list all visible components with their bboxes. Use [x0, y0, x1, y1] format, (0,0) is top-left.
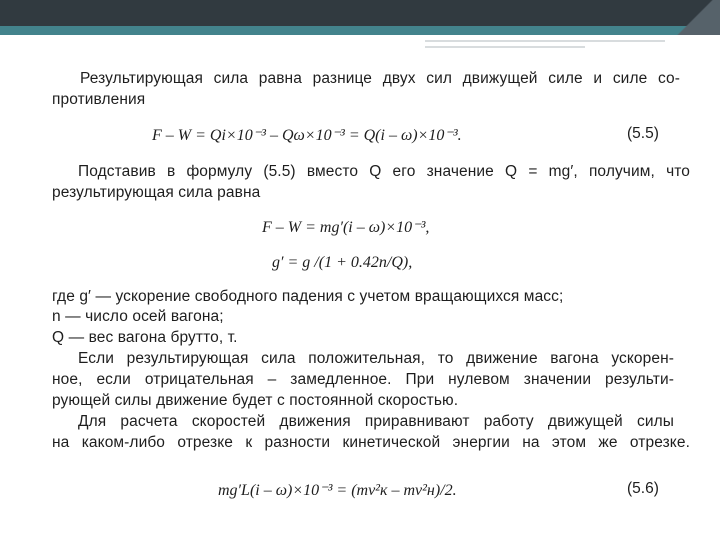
formula-resultant: F – W = mg′(i – ω)×10⁻³, [262, 219, 430, 236]
paragraph-line: рующей силы движение будет с постоянной скоростью. [52, 392, 459, 409]
paragraph-line: Для расчета скоростей движения приравнивают работу движущей силы [78, 413, 674, 430]
paragraph-line: результирующая сила равна [52, 184, 261, 201]
decorative-line [425, 46, 585, 48]
paragraph-line: Если результирующая сила положительная, то движение вагона ускорен- [78, 350, 674, 367]
paragraph-line: Результирующая сила равна разнице двух сил движущей силе и силе со- [80, 70, 680, 87]
formula-5-5: F – W = Qi×10⁻³ – Qω×10⁻³ = Q(i – ω)×10⁻³. [152, 127, 462, 144]
formula-g-prime: g′ = g /(1 + 0.42n/Q), [272, 254, 413, 271]
paragraph-line: на каком-либо отрезке к разности кинетической энергии на этом же отрезке. [52, 434, 690, 451]
slide-header-bar [0, 0, 720, 26]
paragraph-line: ное, если отрицательная – замедленное. При нулевом значении результи- [52, 371, 674, 388]
definition-line: Q — вес вагона брутто, т. [52, 329, 238, 346]
decorative-line [425, 40, 665, 42]
paragraph-line: противления [52, 91, 146, 108]
definition-line: где g′ — ускорение свободного падения с учетом вращающихся масс; [52, 288, 564, 305]
header-accent-stripe [0, 26, 720, 35]
definition-line: n — число осей вагона; [52, 308, 224, 325]
paragraph-line: Подставив в формулу (5.5) вместо Q его значение Q = mg′, получим, что [78, 163, 690, 180]
equation-number: (5.6) [627, 480, 659, 497]
formula-5-6: mg′L(i – ω)×10⁻³ = (mv²к – mv²н)/2. [218, 482, 457, 499]
header-corner-decoration [670, 0, 720, 35]
equation-number: (5.5) [627, 125, 659, 142]
